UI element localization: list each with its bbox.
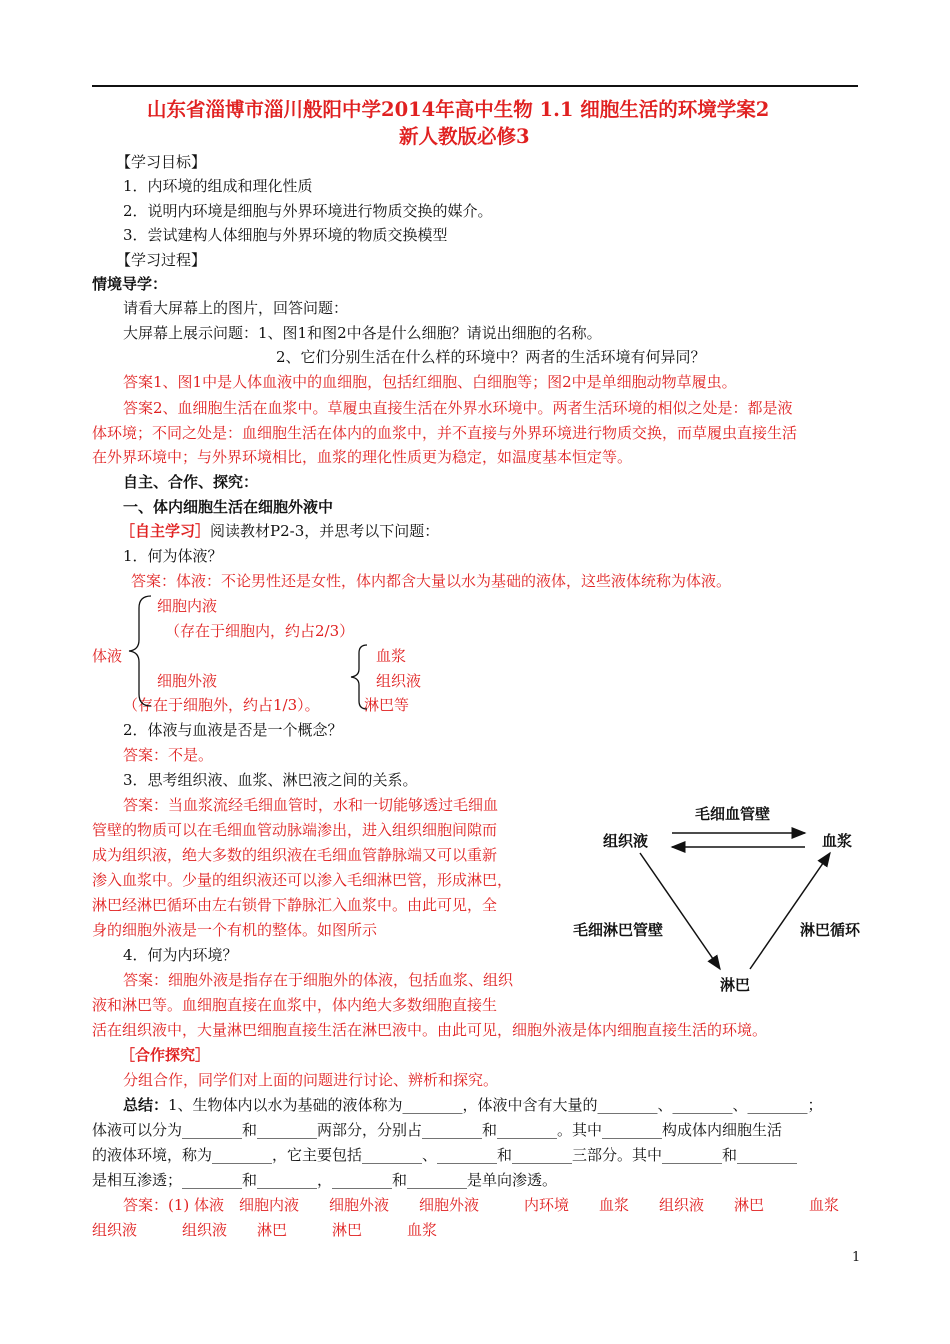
answer-2-line: 答案2、血细胞生活在血浆中。草履虫直接生活在外界水环境中。两者生活环境的相似之处是：都是液 bbox=[123, 399, 793, 417]
scenario-question-1: 大屏幕上展示问题：1、图1和图2中各是什么细胞？请说出细胞的名称。 bbox=[123, 324, 602, 342]
summary-line: 是相互渗透；________和________，________和________是单向渗透。 bbox=[92, 1171, 558, 1189]
goal-item: 2．说明内环境是细胞与外界环境进行物质交换的媒介。 bbox=[123, 202, 493, 220]
tree-plasma: 血浆 bbox=[376, 647, 407, 665]
self-study-line bbox=[120, 521, 439, 541]
answer-1: 答案1、图1中是人体血液中的血细胞，包括红细胞、白细胞等；图2中是单细胞动物草履虫。 bbox=[123, 373, 737, 391]
summary-line bbox=[123, 1095, 823, 1115]
question-4-answer-line: 液和淋巴等。血细胞直接在血浆中，体内绝大多数细胞直接生 bbox=[92, 996, 498, 1014]
header-rule bbox=[92, 85, 858, 87]
tree-lymph: 淋巴等 bbox=[364, 696, 410, 714]
doc-title-line2: 新人教版必修3 bbox=[399, 125, 530, 148]
scenario-intro: 请看大屏幕上的图片，回答问题： bbox=[123, 299, 349, 317]
question-1-answer: 答案：体液：不论男性还是女性，体内都含大量以水为基础的液体，这些液体统称为体液。 bbox=[131, 572, 732, 590]
diagram-label-capillary-wall: 毛细血管壁 bbox=[695, 805, 771, 823]
answer-2-line: 体环境；不同之处是：血细胞生活在体内的血浆中，并不直接与外界环境进行物质交换，而草履虫直接生活 bbox=[92, 424, 798, 442]
goal-item: 1．内环境的组成和理化性质 bbox=[123, 177, 313, 195]
self-study-text: 阅读教材P2-3，并思考以下问题： bbox=[210, 522, 440, 540]
section1-heading: 一、体内细胞生活在细胞外液中 bbox=[123, 498, 334, 516]
doc-title-line1: 山东省淄博市淄川般阳中学2014年高中生物 1.1 细胞生活的环境学案2 bbox=[147, 98, 770, 121]
coop-text: 分组合作，同学们对上面的问题进行讨论、辨析和探究。 bbox=[123, 1071, 499, 1089]
tree-tissue-fluid: 组织液 bbox=[376, 672, 422, 690]
question-4-answer-line: 答案：细胞外液是指存在于细胞外的体液，包括血浆、组织 bbox=[123, 971, 514, 989]
question-3-answer-line: 身的细胞外液是一个有机的整体。如图所示 bbox=[92, 921, 378, 939]
diagram-node-lymph: 淋巴 bbox=[720, 976, 751, 994]
page-number: 1 bbox=[852, 1250, 861, 1265]
small-brace bbox=[348, 643, 370, 711]
diagram-label-lymph-circulation: 淋巴循环 bbox=[800, 921, 861, 939]
explore-heading: 自主、合作、探究： bbox=[123, 473, 259, 491]
final-answer-line: 组织液 组织液 淋巴 淋巴 血浆 bbox=[92, 1221, 438, 1239]
summary-line: 体液可以分为________和________两部分，分别占________和________。其中________构成体内细胞生活 bbox=[92, 1121, 783, 1139]
question-2: 2．体液与血液是否是一个概念？ bbox=[123, 721, 343, 739]
tree-extracellular: 细胞外液 bbox=[157, 672, 218, 690]
goal-item: 3．尝试建构人体细胞与外界环境的物质交换模型 bbox=[123, 226, 448, 244]
question-4-answer-line: 活在组织液中，大量淋巴细胞直接生活在淋巴液中。由此可见，细胞外液是体内细胞直接生活的环境。 bbox=[92, 1021, 768, 1039]
question-4: 4．何为内环境？ bbox=[123, 946, 238, 964]
summary-text: 1、生物体内以水为基础的液体称为________，体液中含有大量的________、________、________； bbox=[168, 1096, 823, 1114]
question-1: 1．何为体液？ bbox=[123, 547, 223, 565]
question-3: 3．思考组织液、血浆、淋巴液之间的关系。 bbox=[123, 771, 418, 789]
summary-label: 总结： bbox=[123, 1096, 169, 1114]
process-heading: 【学习过程】 bbox=[116, 251, 207, 269]
question-3-answer-line: 管壁的物质可以在毛细血管动脉端渗出，进入组织细胞间隙而 bbox=[92, 821, 498, 839]
goals-heading: 【学习目标】 bbox=[116, 153, 207, 171]
question-2-answer: 答案：不是。 bbox=[123, 746, 214, 764]
diagram-label-lymph-capillary-wall: 毛细淋巴管壁 bbox=[573, 921, 664, 939]
question-3-answer-line: 渗入血浆中。少量的组织液还可以渗入毛细淋巴管，形成淋巴， bbox=[92, 871, 513, 889]
question-3-answer-line: 淋巴经淋巴循环由左右锁骨下静脉汇入血浆中。由此可见，全 bbox=[92, 896, 498, 914]
self-study-tag: ［自主学习］ bbox=[120, 522, 211, 540]
diagram-node-tissue-fluid: 组织液 bbox=[603, 832, 649, 850]
final-answer-line: 答案：(1) 体液 细胞内液 细胞外液 细胞外液 内环境 血浆 组织液 淋巴 血浆 bbox=[123, 1196, 840, 1214]
diagram-node-plasma: 血浆 bbox=[822, 832, 853, 850]
tree-intracellular-note: （存在于细胞内，约占2/3） bbox=[165, 622, 355, 640]
coop-tag: ［合作探究］ bbox=[120, 1046, 211, 1064]
answer-2-line: 在外界环境中；与外界环境相比，血浆的理化性质更为稳定，如温度基本恒定等。 bbox=[92, 448, 633, 466]
big-brace bbox=[125, 594, 155, 708]
summary-line: 的液体环境，称为________，它主要包括________、________和________三部分。其中________和________ bbox=[92, 1146, 798, 1164]
scenario-heading: 情境导学： bbox=[92, 275, 168, 293]
scenario-question-2: 2、它们分别生活在什么样的环境中？两者的生活环境有何异同？ bbox=[276, 348, 706, 366]
tree-extracellular-note: （存在于细胞外，约占1/3）。 bbox=[123, 696, 320, 714]
tree-intracellular: 细胞内液 bbox=[157, 597, 218, 615]
question-3-answer-line: 成为组织液，绝大多数的组织液在毛细血管静脉端又可以重新 bbox=[92, 846, 498, 864]
question-3-answer-line: 答案：当血浆流经毛细血管时，水和一切能够透过毛细血 bbox=[123, 796, 499, 814]
tree-root: 体液 bbox=[92, 647, 123, 665]
